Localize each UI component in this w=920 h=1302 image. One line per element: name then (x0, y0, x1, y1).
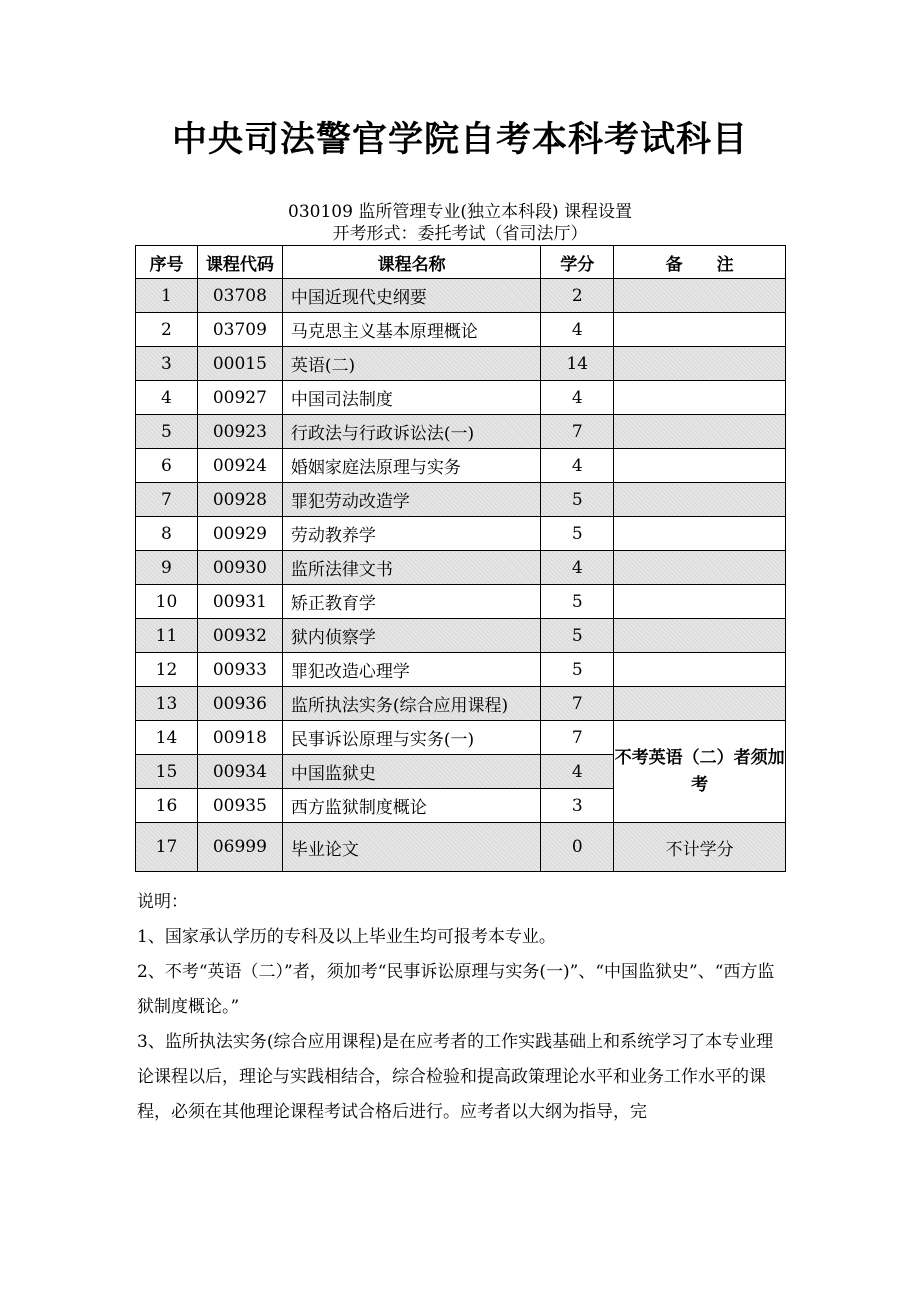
notes-heading: 说明： (137, 892, 188, 912)
row-number-cell: 10 (136, 585, 198, 619)
notes-section (137, 885, 787, 1130)
course-name-cell: 毕业论文 (282, 823, 541, 872)
table-row (136, 279, 786, 313)
credit-cell: 5 (541, 619, 614, 653)
header-cell: 备 注 (614, 246, 786, 279)
remark-cell (614, 483, 786, 517)
header-cell: 学分 (541, 246, 614, 279)
course-table (135, 245, 786, 872)
remark-cell (614, 279, 786, 313)
table-row (136, 381, 786, 415)
credit-cell: 7 (541, 687, 614, 721)
row-number-cell: 13 (136, 687, 198, 721)
row-number-cell: 6 (136, 449, 198, 483)
course-name-cell: 矫正教育学 (282, 585, 541, 619)
credit-cell: 5 (541, 653, 614, 687)
course-code-cell: 00935 (197, 789, 282, 823)
course-code-cell: 06999 (197, 823, 282, 872)
remark-cell (614, 415, 786, 449)
course-name-cell: 婚姻家庭法原理与实务 (282, 449, 541, 483)
remark-cell (614, 619, 786, 653)
table-row (136, 687, 786, 721)
table-row (136, 653, 786, 687)
credit-cell: 7 (541, 721, 614, 755)
row-number-cell: 14 (136, 721, 198, 755)
row-number-cell: 1 (136, 279, 198, 313)
course-code-cell: 03708 (197, 279, 282, 313)
table-row (136, 823, 786, 872)
credit-cell: 4 (541, 313, 614, 347)
course-code-cell: 00929 (197, 517, 282, 551)
remark-cell (614, 517, 786, 551)
note-item: 1、国家承认学历的专科及以上毕业生均可报考本专业。 (137, 927, 556, 947)
course-code-cell: 00927 (197, 381, 282, 415)
credit-cell: 4 (541, 449, 614, 483)
credit-cell: 5 (541, 585, 614, 619)
row-number-cell: 7 (136, 483, 198, 517)
credit-cell: 2 (541, 279, 614, 313)
course-name-cell: 中国司法制度 (282, 381, 541, 415)
table-row (136, 347, 786, 381)
header-cell: 课程代码 (197, 246, 282, 279)
course-code-cell: 00918 (197, 721, 282, 755)
remark-cell (614, 449, 786, 483)
row-number-cell: 9 (136, 551, 198, 585)
course-name-cell: 监所执法实务(综合应用课程) (282, 687, 541, 721)
row-number-cell: 3 (136, 347, 198, 381)
table-header (136, 246, 786, 279)
note-item: 2、不考“英语（二）”者，须加考“民事诉讼原理与实务(一)”、“中国监狱史”、“西方监狱制度概论。” (137, 962, 775, 1017)
row-number-cell: 8 (136, 517, 198, 551)
row-number-cell: 4 (136, 381, 198, 415)
remark-cell (614, 551, 786, 585)
remark-cell: 不计学分 (614, 823, 786, 872)
course-name-cell: 中国近现代史纲要 (282, 279, 541, 313)
row-number-cell: 15 (136, 755, 198, 789)
course-code-cell: 00936 (197, 687, 282, 721)
credit-cell: 4 (541, 755, 614, 789)
exam-form-subtitle: 开考形式：委托考试（省司法厅） (332, 224, 588, 244)
course-name-cell: 行政法与行政诉讼法(一) (282, 415, 541, 449)
row-number-cell: 11 (136, 619, 198, 653)
course-code-cell: 00931 (197, 585, 282, 619)
course-name-cell: 中国监狱史 (282, 755, 541, 789)
course-name-cell: 西方监狱制度概论 (282, 789, 541, 823)
row-number-cell: 17 (136, 823, 198, 872)
course-code-cell: 00934 (197, 755, 282, 789)
merged-remark-cell: 不考英语（二）者须加考 (614, 721, 786, 823)
course-name-cell: 民事诉讼原理与实务(一) (282, 721, 541, 755)
credit-cell: 14 (541, 347, 614, 381)
program-subtitle: 030109 监所管理专业(独立本科段) 课程设置 (288, 202, 632, 222)
course-code-cell: 00924 (197, 449, 282, 483)
course-code-cell: 00015 (197, 347, 282, 381)
table-row (136, 517, 786, 551)
note-item: 3、监所执法实务(综合应用课程)是在应考者的工作实践基础上和系统学习了本专业理论课程以后，理论与实践相结合，综合检验和提高政策理论水平和业务工作水平的课程，必须在其他理论课程考试合格后进行。应考者以大纲为指导，完 (137, 1032, 774, 1122)
row-number-cell: 16 (136, 789, 198, 823)
course-code-cell: 00933 (197, 653, 282, 687)
course-name-cell: 英语(二) (282, 347, 541, 381)
remark-cell (614, 653, 786, 687)
row-number-cell: 2 (136, 313, 198, 347)
course-name-cell: 罪犯劳动改造学 (282, 483, 541, 517)
course-code-cell: 00923 (197, 415, 282, 449)
remark-cell (614, 347, 786, 381)
document-title: 中央司法警官学院自考本科考试科目 (171, 120, 748, 160)
course-code-cell: 00930 (197, 551, 282, 585)
course-name-cell: 劳动教养学 (282, 517, 541, 551)
remark-cell (614, 313, 786, 347)
credit-cell: 0 (541, 823, 614, 872)
credit-cell: 4 (541, 551, 614, 585)
course-name-cell: 狱内侦察学 (282, 619, 541, 653)
course-code-cell: 03709 (197, 313, 282, 347)
course-name-cell: 马克思主义基本原理概论 (282, 313, 541, 347)
credit-cell: 7 (541, 415, 614, 449)
credit-cell: 5 (541, 483, 614, 517)
credit-cell: 4 (541, 381, 614, 415)
credit-cell: 5 (541, 517, 614, 551)
table-row (136, 313, 786, 347)
remark-cell (614, 585, 786, 619)
table-row (136, 721, 786, 755)
course-code-cell: 00932 (197, 619, 282, 653)
course-code-cell: 00928 (197, 483, 282, 517)
table-row (136, 483, 786, 517)
row-number-cell: 5 (136, 415, 198, 449)
table-row (136, 619, 786, 653)
table-row (136, 415, 786, 449)
course-name-cell: 罪犯改造心理学 (282, 653, 541, 687)
row-number-cell: 12 (136, 653, 198, 687)
remark-cell (614, 381, 786, 415)
remark-cell (614, 687, 786, 721)
header-cell: 课程名称 (282, 246, 541, 279)
table-row (136, 449, 786, 483)
header-cell: 序号 (136, 246, 198, 279)
credit-cell: 3 (541, 789, 614, 823)
table-row (136, 585, 786, 619)
course-name-cell: 监所法律文书 (282, 551, 541, 585)
table-row (136, 551, 786, 585)
